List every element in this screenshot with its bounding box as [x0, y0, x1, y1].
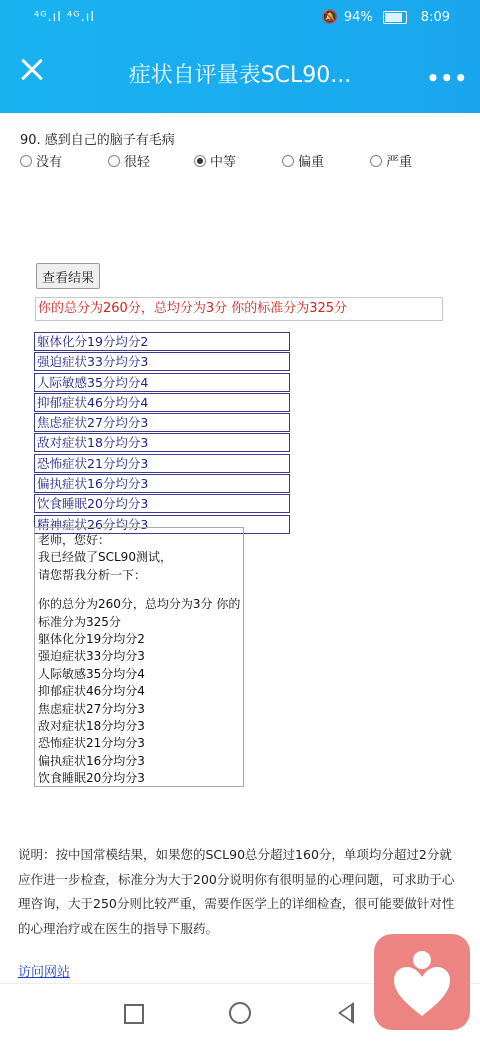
status-bar — [0, 0, 480, 38]
factor-row: 焦虑症状27分均分3 — [34, 413, 290, 432]
question-text: 90. 感到自己的脑子有毛病 — [20, 133, 175, 148]
answer-options — [20, 151, 460, 171]
factor-row: 抑郁症状46分均分4 — [34, 393, 290, 412]
option-label: 很轻 — [124, 155, 151, 170]
message-greeting: 老师，您好： — [38, 533, 111, 547]
recent-apps-icon[interactable] — [124, 1004, 144, 1024]
message-item: 躯体化分19分均分2 — [38, 632, 145, 647]
floating-heart-app-button[interactable] — [374, 934, 470, 1030]
page-title: 症状自评量表SCL90... — [128, 63, 352, 88]
option-2[interactable] — [108, 151, 150, 170]
heart-person-icon — [374, 934, 470, 1030]
visit-website-link[interactable]: 访问网站 — [18, 965, 71, 980]
factor-row: 恐怖症状21分均分3 — [34, 454, 290, 473]
app-header — [0, 0, 480, 113]
message-line: 我已经做了SCL90测试， — [38, 550, 172, 565]
home-icon[interactable] — [229, 1002, 251, 1024]
battery-percent: 94% — [343, 10, 373, 25]
explanation-text: 说明：按中国常模结果，如果您的SCL90总分超过160分，单项均分超过2分就应作进一步检查，标准分为大于200分说明你有很明显的心理问题，可求助于心理咨询，大于250分则比较严重，需要作医学上的详细检查，很可能要做针对性的心理治疗或在医生的指导下服药。 — [18, 847, 455, 936]
clock: 8:09 — [420, 10, 450, 25]
page-content — [0, 113, 480, 983]
factor-row: 饮食睡眠20分均分3 — [34, 494, 290, 513]
message-line: 请您帮我分析一下： — [38, 567, 147, 582]
message-score-line: 你的总分为260分，总均分为3分 你的 — [38, 597, 241, 612]
battery-icon — [383, 11, 407, 24]
option-3[interactable] — [194, 151, 236, 170]
factor-row: 敌对症状18分均分3 — [34, 433, 290, 452]
factor-row: 人际敏感35分均分4 — [34, 373, 290, 392]
factor-row: 偏执症状16分均分3 — [34, 474, 290, 493]
factor-row: 强迫症状33分均分3 — [34, 352, 290, 371]
factor-table — [34, 332, 290, 535]
message-item: 焦虑症状27分均分3 — [38, 701, 145, 716]
radio-checked-icon[interactable] — [194, 155, 206, 167]
message-item: 人际敏感35分均分4 — [38, 666, 145, 681]
factor-row: 精神症状26分均分3 — [34, 515, 290, 534]
message-textarea[interactable] — [34, 527, 244, 787]
message-item: 强迫症状33分均分3 — [38, 649, 145, 664]
option-5[interactable] — [370, 151, 412, 170]
mute-icon: 🔕 — [321, 10, 338, 25]
message-item: 恐怖症状21分均分3 — [38, 736, 145, 751]
option-label: 偏重 — [298, 155, 325, 170]
option-label: 没有 — [36, 155, 63, 170]
message-score-line: 标准分为325分 — [38, 614, 121, 629]
nav-row — [0, 38, 480, 113]
status-right — [322, 10, 450, 25]
back-icon[interactable] — [338, 1002, 354, 1024]
option-label: 严重 — [386, 155, 413, 170]
option-1[interactable] — [20, 151, 62, 170]
view-results-button[interactable]: 查看结果 — [36, 263, 100, 289]
total-score-text: 你的总分为260分，总均分为3分 你的标准分为325分 — [35, 297, 443, 321]
signal-icon: ⁴ᴳ.ıl ⁴ᴳ.ıl — [34, 10, 95, 25]
close-icon[interactable] — [14, 52, 50, 88]
option-label: 中等 — [210, 155, 237, 170]
message-item: 偏执症状16分均分3 — [38, 753, 145, 768]
message-item: 敌对症状18分均分3 — [38, 719, 145, 734]
message-item: 饮食睡眠20分均分3 — [38, 771, 145, 786]
option-4[interactable] — [282, 151, 324, 170]
more-icon[interactable]: ••• — [426, 66, 468, 90]
radio-icon[interactable] — [282, 155, 294, 167]
radio-icon[interactable] — [370, 155, 382, 167]
factor-row: 躯体化分19分均分2 — [34, 332, 290, 351]
radio-icon[interactable] — [20, 155, 32, 167]
message-item: 抑郁症状46分均分4 — [38, 684, 145, 699]
radio-icon[interactable] — [108, 155, 120, 167]
